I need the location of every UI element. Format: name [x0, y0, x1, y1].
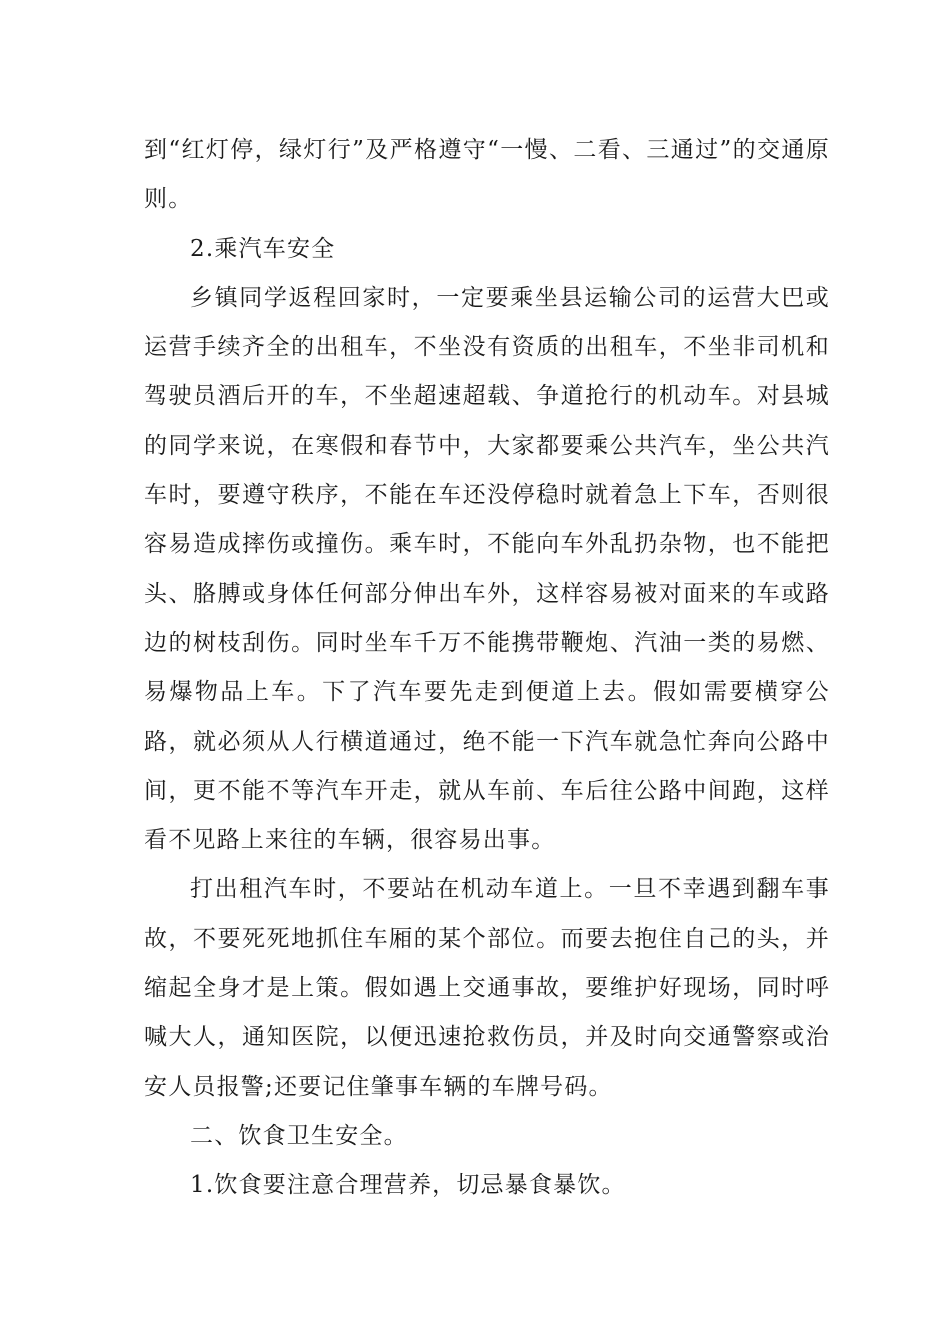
subsection-heading-nutrition: 1.饮食要注意合理营养，切忌暴食暴饮。 [190, 1172, 626, 1199]
section-heading-bus-safety: 2.乘汽车安全 [190, 235, 336, 262]
paragraph-bus-safety: 乡镇同学返程回家时，一定要乘坐县运输公司的运营大巴或运营手续齐全的出租车，不坐没有资质的出租车，不坐非司机和驾驶员酒后开的车，不坐超速超载、争道抢行的机动车。对县城的同学来说，在寒假和春节中，大家都要乘公共汽车，坐公共汽车时，要遵守秩序，不能在车还没停稳时就着急上下车，否则很容易造成摔伤或撞伤。乘车时，不能向车外乱扔杂物，也不能把头、胳膊或身体任何部分伸出车外，这样容易被对面来的车或路边的树枝刮伤。同时坐车千万不能携带鞭炮、汽油一类的易燃、易爆物品上车。下了汽车要先走到便道上去。假如需要横穿公路，就必须从人行横道通过，绝不能一下汽车就急忙奔向公路中间，更不能不等汽车开走，就从车前、车后往公路中间跑，这样看不见路上来往的车辆，很容易出事。 [144, 284, 830, 854]
paragraph-taxi-safety: 打出租汽车时，不要站在机动车道上。一旦不幸遇到翻车事故，不要死死地抓住车厢的某个部位。而要去抱住自己的头，并缩起全身才是上策。假如遇上交通事故，要维护好现场，同时呼喊大人，通知医院，以便迅速抢救伤员，并及时向交通警察或治安人员报警;还要记住肇事车辆的车牌号码。 [144, 876, 830, 1100]
paragraph-continuation: 到“红灯停，绿灯行”及严格遵守“一慢、二看、三通过”的交通原则。 [144, 137, 830, 213]
document-body [144, 126, 830, 1211]
section-heading-food-safety: 二、饮食卫生安全。 [190, 1122, 408, 1149]
